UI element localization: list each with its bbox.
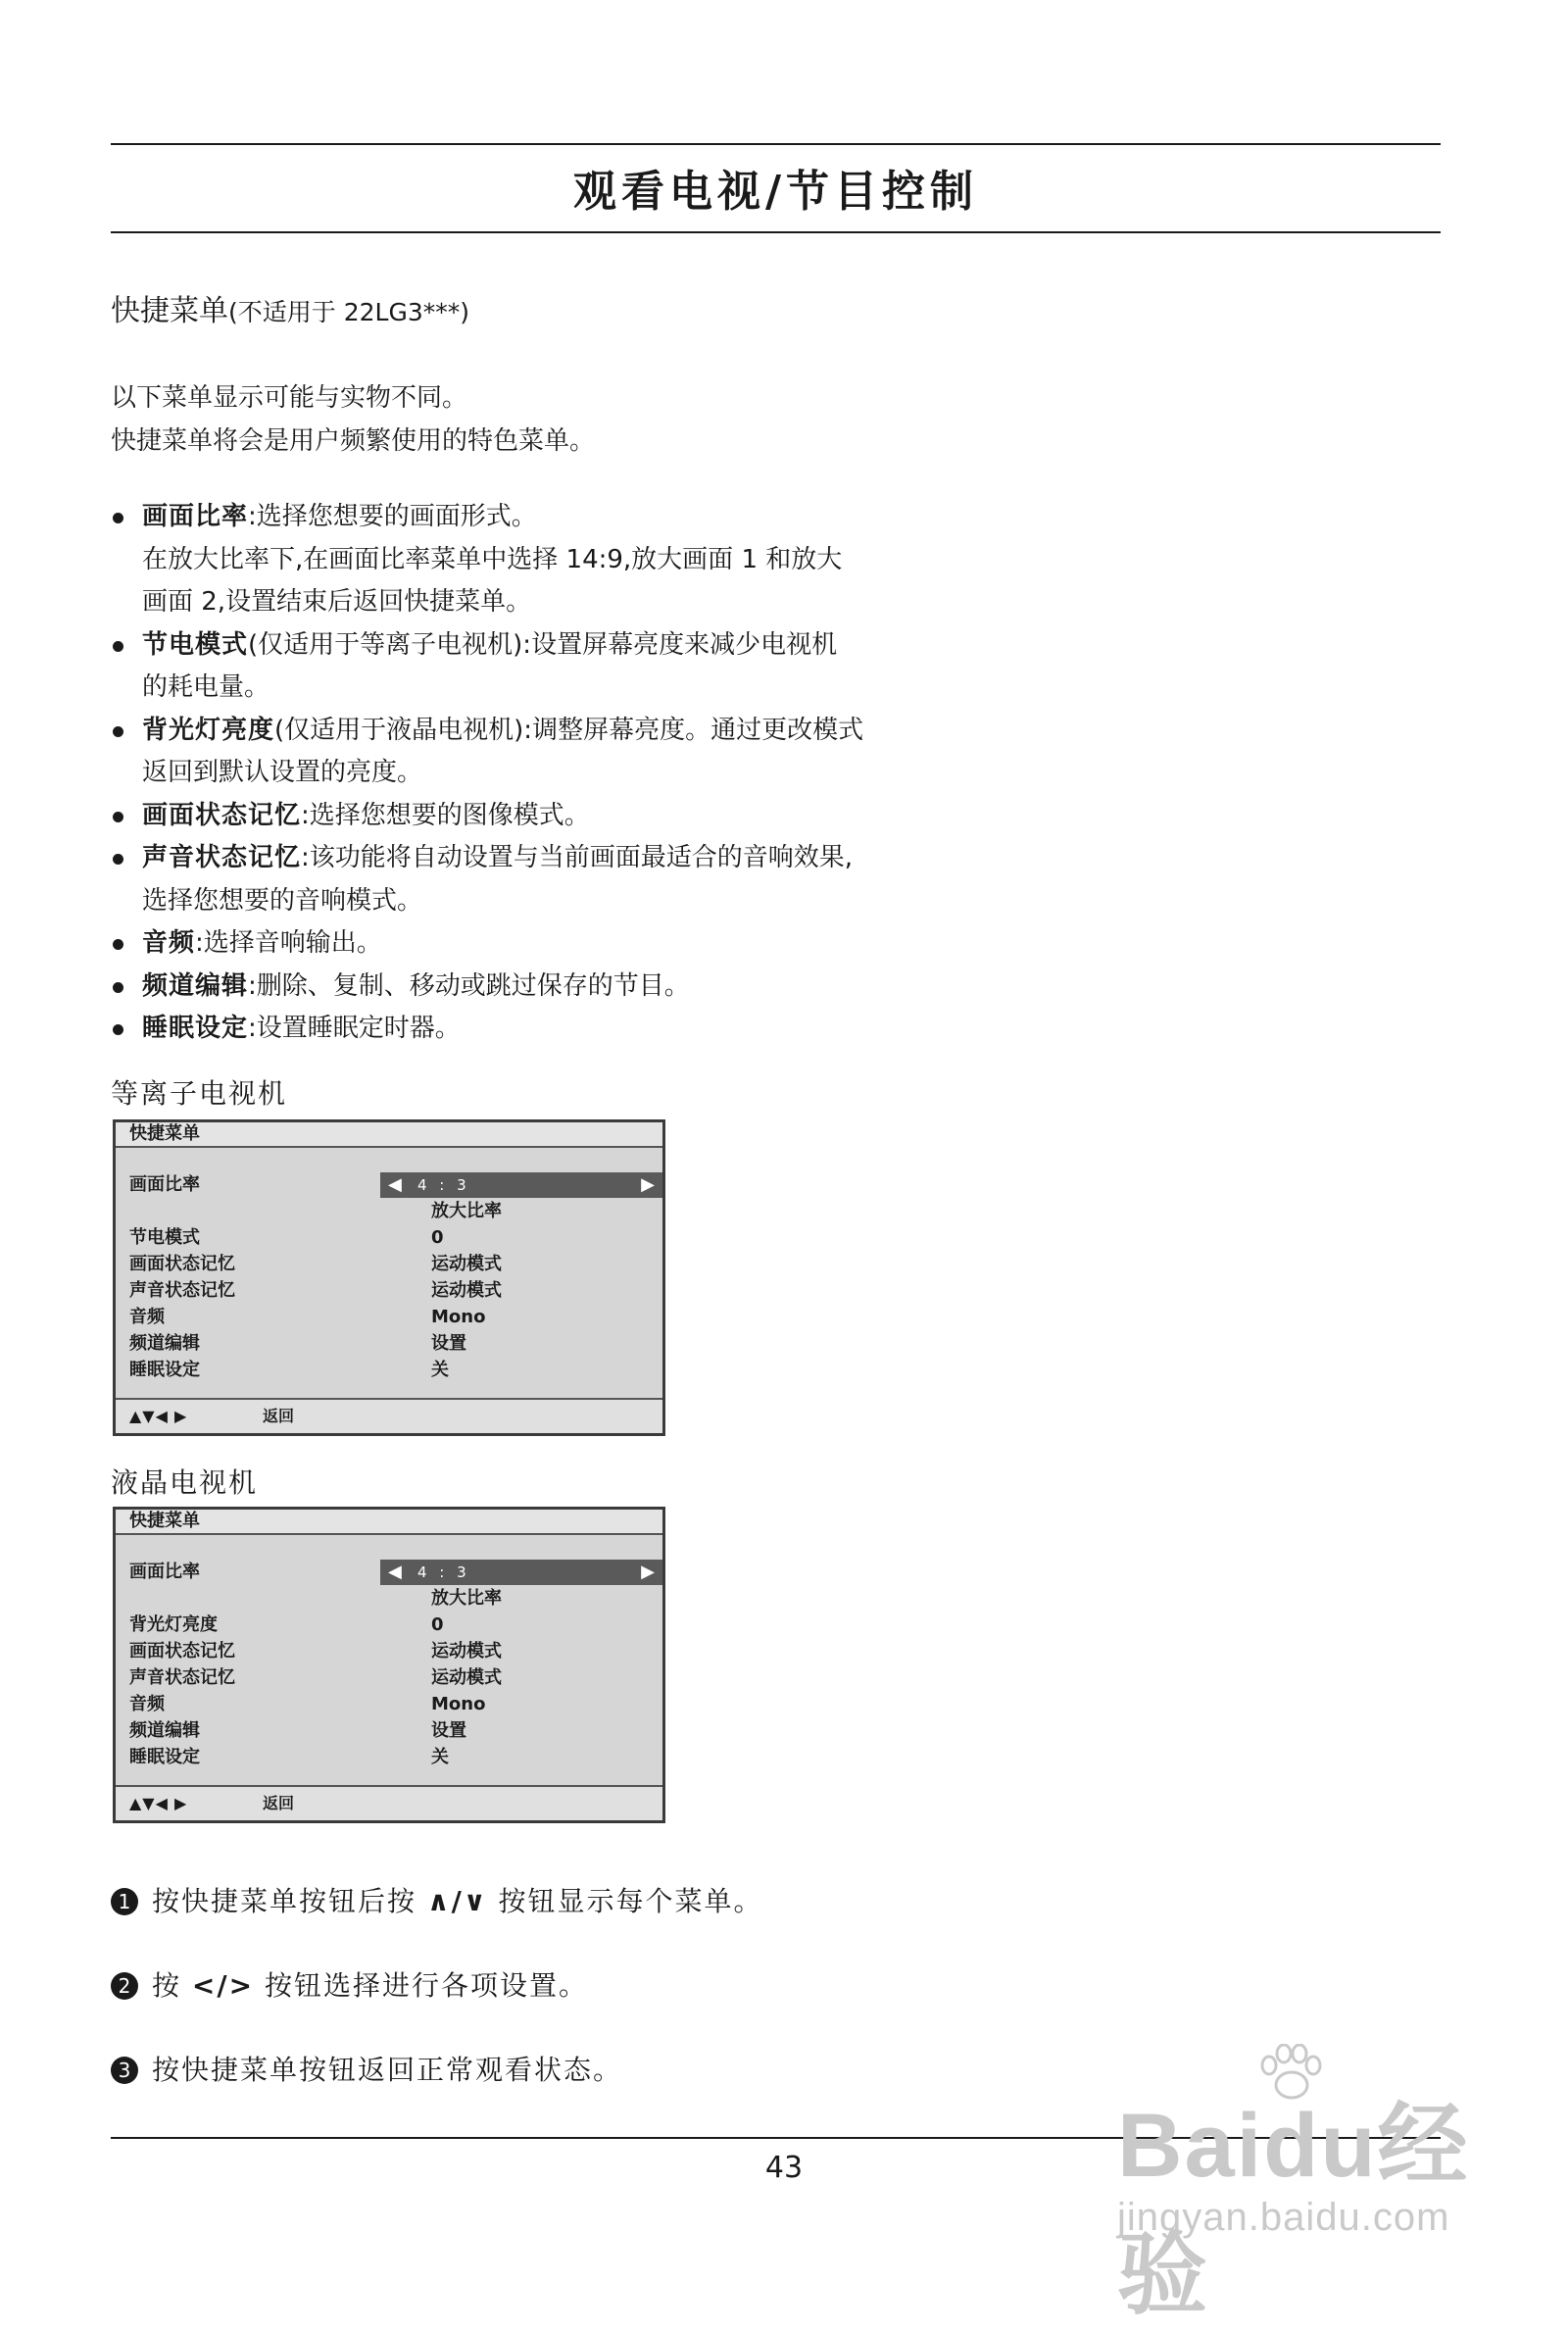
- bullet-term: 睡眠设定: [142, 1014, 249, 1043]
- section-heading: [111, 286, 469, 329]
- menu-label: 频道编辑: [129, 1333, 200, 1354]
- bullet-line: 返回到默认设置的亮度。: [142, 758, 423, 787]
- bullet-line: 画面 2,设置结束后返回快捷菜单。: [142, 587, 532, 617]
- menu-label: 背光灯亮度: [129, 1614, 218, 1635]
- menu-label: 画面状态记忆: [129, 1641, 235, 1662]
- step-3: [111, 2049, 622, 2088]
- step-text: 按: [152, 1969, 192, 2002]
- menu-row[interactable]: [129, 1224, 662, 1251]
- left-arrow-icon[interactable]: ◀: [388, 1174, 402, 1195]
- bullet-line: 选择您想要的音响模式。: [142, 885, 423, 916]
- aspect-value: 4 : 3: [417, 1563, 470, 1581]
- menu-row[interactable]: [129, 1277, 662, 1304]
- plasma-quick-menu: [113, 1119, 665, 1436]
- bullet-term: 画面状态记忆: [142, 800, 302, 830]
- menu-value: 设置: [431, 1333, 466, 1354]
- menu-row[interactable]: [129, 1357, 662, 1383]
- page-number: 43: [764, 2151, 804, 2185]
- list-item: [111, 795, 1042, 838]
- step-2: [111, 1964, 588, 2004]
- bullet-line: 在放大比率下,在画面比率菜单中选择 14:9,放大画面 1 和放大: [142, 544, 843, 574]
- menu-row[interactable]: [129, 1612, 662, 1638]
- menu-row-zoom[interactable]: [129, 1585, 662, 1612]
- list-item: [111, 966, 1042, 1009]
- menu-value: 设置: [431, 1720, 466, 1741]
- back-hint: 返回: [263, 1407, 295, 1425]
- menu-value: Mono: [431, 1307, 486, 1327]
- menu-header: 快捷菜单: [116, 1510, 662, 1535]
- menu-value: 运动模式: [431, 1667, 502, 1688]
- right-arrow-icon[interactable]: ▶: [641, 1174, 655, 1195]
- menu-value: 放大比率: [431, 1201, 502, 1221]
- step-number: 1: [111, 1888, 138, 1915]
- bullet-text: (仅适用于等离子电视机):设置屏幕亮度来减少电视机: [248, 629, 838, 660]
- menu-row[interactable]: [129, 1251, 662, 1277]
- plasma-caption: 等离子电视机: [111, 1077, 288, 1110]
- menu-footer: [116, 1785, 662, 1820]
- aspect-selector[interactable]: [380, 1172, 662, 1198]
- menu-row[interactable]: [129, 1664, 662, 1691]
- title-rule: [111, 231, 1441, 233]
- bullet-term: 背光灯亮度: [142, 715, 275, 745]
- intro-line-2: 快捷菜单将会是用户频繁使用的特色菜单。: [111, 426, 596, 456]
- menu-label: 画面比率: [129, 1174, 200, 1195]
- menu-label: 睡眠设定: [129, 1360, 200, 1380]
- menu-label: 音频: [129, 1694, 165, 1714]
- menu-footer: [116, 1398, 662, 1433]
- menu-label: 节电模式: [129, 1227, 200, 1248]
- bullet-text: :删除、复制、移动或跳过保存的节目。: [248, 970, 690, 1001]
- step-text: 按钮选择进行各项设置。: [254, 1969, 588, 2002]
- bullet-text: :该功能将自动设置与当前画面最适合的音响效果,: [301, 843, 854, 872]
- page-title: 观看电视/节目控制: [572, 167, 979, 217]
- step-text: 按快捷菜单按钮返回正常观看状态。: [152, 2054, 623, 2086]
- watermark-url: jingyan.baidu.com: [1117, 2196, 1450, 2239]
- list-item: [111, 624, 1042, 710]
- menu-row[interactable]: [129, 1638, 662, 1664]
- step-number: 2: [111, 1972, 138, 2000]
- menu-value: 关: [431, 1747, 449, 1767]
- menu-value: 0: [431, 1227, 444, 1248]
- bullet-term: 节电模式: [142, 629, 249, 660]
- list-item: [111, 922, 1042, 966]
- menu-label: 声音状态记忆: [129, 1667, 235, 1688]
- section-heading-note: (不适用于 22LG3***): [228, 298, 469, 326]
- menu-value: 放大比率: [431, 1588, 502, 1609]
- left-right-keys-icon: </>: [191, 1969, 255, 2002]
- bullet-term: 声音状态记忆: [142, 843, 302, 872]
- list-item: [111, 710, 1042, 795]
- bullet-text: :设置睡眠定时器。: [248, 1014, 461, 1043]
- section-heading-text: 快捷菜单: [111, 294, 228, 328]
- list-item: [111, 496, 1042, 624]
- bullet-text: :选择您想要的图像模式。: [301, 800, 590, 830]
- aspect-value: 4 : 3: [417, 1176, 470, 1194]
- menu-row[interactable]: [129, 1330, 662, 1357]
- lcd-quick-menu: [113, 1507, 665, 1823]
- menu-value: 运动模式: [431, 1280, 502, 1301]
- nav-arrows-icon: ▲▼◀ ▶: [129, 1794, 188, 1812]
- bullet-term: 画面比率: [142, 502, 249, 531]
- menu-value: 运动模式: [431, 1641, 502, 1662]
- menu-label: 音频: [129, 1307, 165, 1327]
- menu-row[interactable]: [129, 1717, 662, 1744]
- aspect-selector[interactable]: [380, 1560, 662, 1585]
- nav-arrows-icon: ▲▼◀ ▶: [129, 1407, 188, 1425]
- bullet-term: 频道编辑: [142, 970, 249, 1001]
- feature-list: [111, 496, 1042, 1051]
- menu-row[interactable]: [129, 1691, 662, 1717]
- menu-label: 频道编辑: [129, 1720, 200, 1741]
- menu-value: Mono: [431, 1694, 486, 1714]
- step-1: [111, 1880, 763, 1919]
- bullet-text: :选择您想要的画面形式。: [248, 502, 537, 531]
- menu-row[interactable]: [129, 1744, 662, 1770]
- menu-label: 睡眠设定: [129, 1747, 200, 1767]
- menu-row-zoom[interactable]: [129, 1198, 662, 1224]
- watermark-brand: Baidu经验: [1117, 2096, 1470, 2325]
- step-text: 按钮显示每个菜单。: [487, 1885, 763, 1917]
- menu-value: 0: [431, 1614, 444, 1635]
- top-rule: [111, 143, 1441, 145]
- menu-label: 画面比率: [129, 1562, 200, 1582]
- menu-row[interactable]: [129, 1304, 662, 1330]
- menu-header: 快捷菜单: [116, 1122, 662, 1148]
- step-number: 3: [111, 2057, 138, 2084]
- lcd-caption: 液晶电视机: [111, 1466, 259, 1499]
- list-item: [111, 837, 1042, 922]
- menu-label: 画面状态记忆: [129, 1254, 235, 1274]
- right-arrow-icon[interactable]: ▶: [641, 1562, 655, 1582]
- menu-label: 声音状态记忆: [129, 1280, 235, 1301]
- bullet-text: :选择音响输出。: [195, 928, 382, 958]
- back-hint: 返回: [263, 1794, 295, 1812]
- list-item: [111, 1008, 1042, 1051]
- step-text: 按快捷菜单按钮后按: [152, 1885, 427, 1917]
- up-down-keys-icon: ∧/∨: [426, 1885, 488, 1917]
- menu-value: 运动模式: [431, 1254, 502, 1274]
- menu-value: 关: [431, 1360, 449, 1380]
- bullet-line: 的耗电量。: [142, 672, 270, 702]
- bullet-term: 音频: [142, 928, 196, 958]
- left-arrow-icon[interactable]: ◀: [388, 1562, 402, 1582]
- intro-line-1: 以下菜单显示可能与实物不同。: [111, 383, 468, 413]
- bullet-text: (仅适用于液晶电视机):调整屏幕亮度。通过更改模式: [274, 715, 864, 745]
- baidu-watermark: [1117, 2044, 1490, 2325]
